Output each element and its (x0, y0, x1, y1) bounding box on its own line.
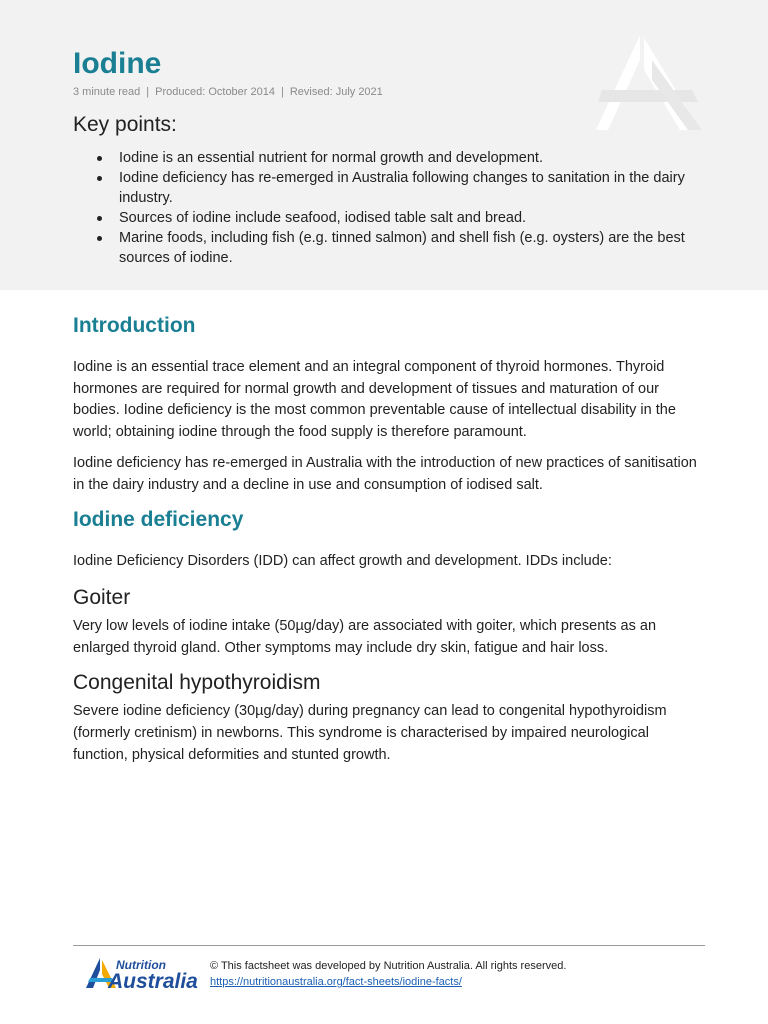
read-time: 3 minute read (73, 86, 141, 98)
goiter-paragraph: Very low levels of iodine intake (50µg/day) are associated with goiter, which presents as an enlarged thyroid gland. Other symptoms may include dry skin, fatigue and hair loss. (73, 617, 657, 656)
key-point-item: Sources of iodine include seafood, iodised table salt and bread. (73, 208, 703, 228)
nutrition-australia-logo (86, 956, 198, 992)
logo-triangle-icon (86, 958, 100, 988)
page-title: Iodine (73, 47, 162, 80)
produced-date: Produced: October 2014 (155, 86, 275, 98)
introduction-heading: Introduction (73, 314, 196, 337)
key-points-list (73, 148, 703, 268)
key-point-item: Iodine deficiency has re-emerged in Australia following changes to sanitation in the dairy industry. (73, 168, 703, 208)
article-body (73, 312, 705, 766)
footer-text (210, 958, 566, 990)
key-point-item: Marine foods, including fish (e.g. tinned salmon) and shell fish (e.g. oysters) are the best sources of iodine. (73, 228, 703, 268)
revised-date: Revised: July 2021 (289, 86, 383, 98)
goiter-heading: Goiter (73, 585, 131, 609)
article-meta (73, 86, 383, 98)
meta-separator: | (280, 86, 284, 98)
introduction-paragraph: Iodine is an essential trace element and an integral component of thyroid hormones. Thyroid hormones are required for normal growth and development of tissues and maturation of our bodies. Iodine deficiency is the most common preventable cause of intellectual disability in the world; obtaining iodine through the food supply is therefore paramount. (73, 359, 676, 441)
logo-text-bottom: Australia (108, 970, 198, 992)
copyright-notice: © This factsheet was developed by Nutrition Australia. All rights reserved. (210, 960, 567, 972)
logo-text-top: Nutrition (116, 958, 166, 972)
congenital-heading: Congenital hypothyroidism (73, 671, 321, 695)
congenital-paragraph: Severe iodine deficiency (30µg/day) during pregnancy can lead to congenital hypothyroidism (formerly cretinism) in newborns. This syndrome is characterised by impaired neurological function, physical deformities and stunted growth. (73, 703, 667, 763)
footer-divider (73, 945, 705, 946)
nutrition-australia-mark-icon (582, 30, 712, 135)
deficiency-heading: Iodine deficiency (73, 508, 244, 532)
factsheet-link[interactable]: https://nutritionaustralia.org/fact-sheets/iodine-facts/ (210, 976, 462, 988)
meta-separator: | (146, 86, 150, 98)
key-points-heading: Key points: (73, 113, 177, 136)
key-point-item: Iodine is an essential nutrient for normal growth and development. (73, 148, 703, 168)
deficiency-intro: Iodine Deficiency Disorders (IDD) can affect growth and development. IDDs include: (73, 553, 612, 570)
introduction-paragraph: Iodine deficiency has re-emerged in Australia with the introduction of new practices of sanitisation in the dairy industry and a decline in use and consumption of iodised salt. (73, 454, 697, 493)
